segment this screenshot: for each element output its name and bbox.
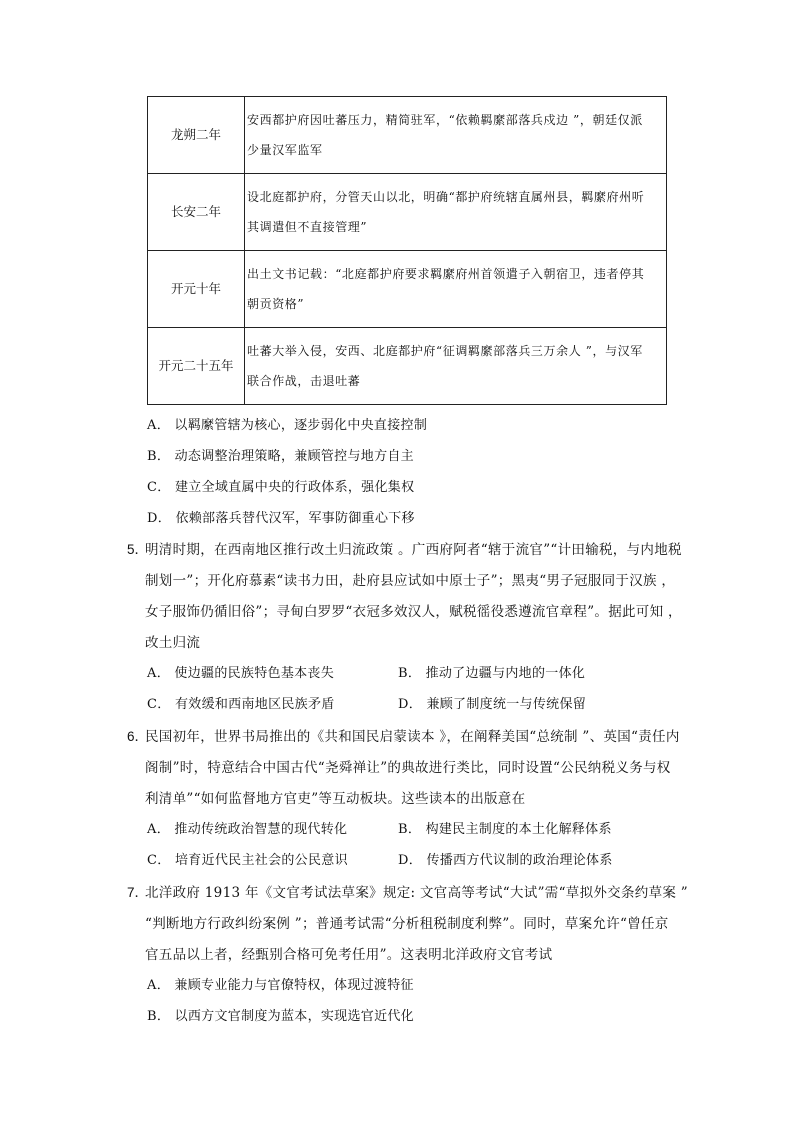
desc-cell	[245, 328, 667, 405]
q5-option-c: C． 有效缓和西南地区民族矛盾	[147, 697, 335, 712]
table-row	[148, 97, 667, 174]
q7-line: “判断地方行政纠纷案例 ”；普通考试需“分析租税制度利弊”。同时，草案允许“曾任京	[145, 916, 669, 932]
question-number: 7．	[127, 885, 149, 900]
history-table	[147, 96, 667, 405]
table-row	[148, 251, 667, 328]
year-cell: 龙朔二年	[148, 97, 245, 174]
q6-line: 民国初年，世界书局推出的《共和国民启蒙读本 》，在阐释美国“总统制 ”、英国“责任内	[145, 729, 680, 745]
desc-line: 吐蕃大举入侵，安西、北庭都护府“征调羁縻部落兵三万余人 ”，与汉军	[247, 344, 643, 358]
q7-line: 官五品以上者，经甄别合格可免考任用”。这表明北洋政府文官考试	[145, 947, 553, 963]
q5-option-a: A． 使边疆的民族特色基本丧失	[147, 666, 335, 681]
table-row	[148, 328, 667, 405]
year-cell: 开元十年	[148, 251, 245, 328]
q5-option-b: B． 推动了边疆与内地的一体化	[398, 666, 586, 681]
desc-line: 其调遣但不直接管理”	[247, 220, 368, 234]
q7-line: 北洋政府 1913 年《文官考试法草案》规定: 文官高等考试“大试”需“草拟外交条约草案 ”	[145, 885, 688, 901]
question-number: 6．	[127, 729, 149, 744]
q4-option-d: D． 依赖部落兵替代汉军，军事防御重心下移	[147, 511, 415, 526]
q4-option-c: C． 建立全域直属中央的行政体系，强化集权	[147, 480, 415, 495]
question-number: 5．	[127, 542, 149, 557]
desc-cell	[245, 174, 667, 251]
q5-line: 制划一”；开化府慕素“读书力田，赴府县应试如中原士子”；黑夷“男子冠服同于汉族 ，	[145, 573, 676, 589]
desc-cell	[245, 97, 667, 174]
desc-line: 出土文书记载：“北庭都护府要求羁縻府州首领遣子入朝宿卫，违者停其	[247, 267, 645, 281]
q6-option-c: C． 培育近代民主社会的公民意识	[147, 853, 348, 868]
q5-line: 改土归流	[145, 635, 201, 651]
q5-line: 女子服饰仍循旧俗”；寻甸白罗罗“衣冠多效汉人，赋税徭役悉遵流官章程”。据此可知 ，	[145, 604, 682, 620]
q5-option-d: D． 兼顾了制度统一与传统保留	[398, 697, 587, 712]
desc-line: 联合作战，击退吐蕃	[247, 374, 361, 388]
desc-line: 少量汉军监军	[247, 143, 323, 157]
q4-option-b: B． 动态调整治理策略，兼顾管控与地方自主	[147, 449, 414, 464]
q6-option-a: A． 推动传统政治智慧的现代转化	[147, 822, 348, 837]
q7-option-a: A． 兼顾专业能力与官僚特权，体现过渡特征	[147, 978, 414, 993]
q6-line: 阁制”时，特意结合中国古代“尧舜禅让”的典故进行类比，同时设置“公民纳税义务与权	[145, 760, 671, 776]
desc-line: 安西都护府因吐蕃压力，精简驻军，“依赖羁縻部落兵戍边 ”，朝廷仅派	[247, 113, 643, 127]
desc-line: 朝贡资格”	[247, 297, 305, 311]
desc-cell	[245, 251, 667, 328]
table-row	[148, 174, 667, 251]
q4-option-a: A． 以羁縻管辖为核心，逐步弱化中央直接控制	[147, 418, 428, 433]
year-cell: 开元二十五年	[148, 328, 245, 405]
year-cell: 长安二年	[148, 174, 245, 251]
q5-line: 明清时期，在西南地区推行改土归流政策 。广西府阿者“辖于流官”“计田输税，与内地税	[145, 542, 682, 558]
q6-line: 利清单”“如何监督地方官吏”等互动板块。这些读本的出版意在	[145, 791, 526, 807]
desc-line: 设北庭都护府，分管天山以北，明确“都护府统辖直属州县，羁縻府州听	[247, 190, 645, 204]
q6-option-b: B． 构建民主制度的本土化解释体系	[398, 822, 612, 837]
q6-option-d: D． 传播西方代议制的政治理论体系	[398, 853, 613, 868]
q7-option-b: B． 以西方文官制度为蓝本，实现选官近代化	[147, 1009, 414, 1024]
